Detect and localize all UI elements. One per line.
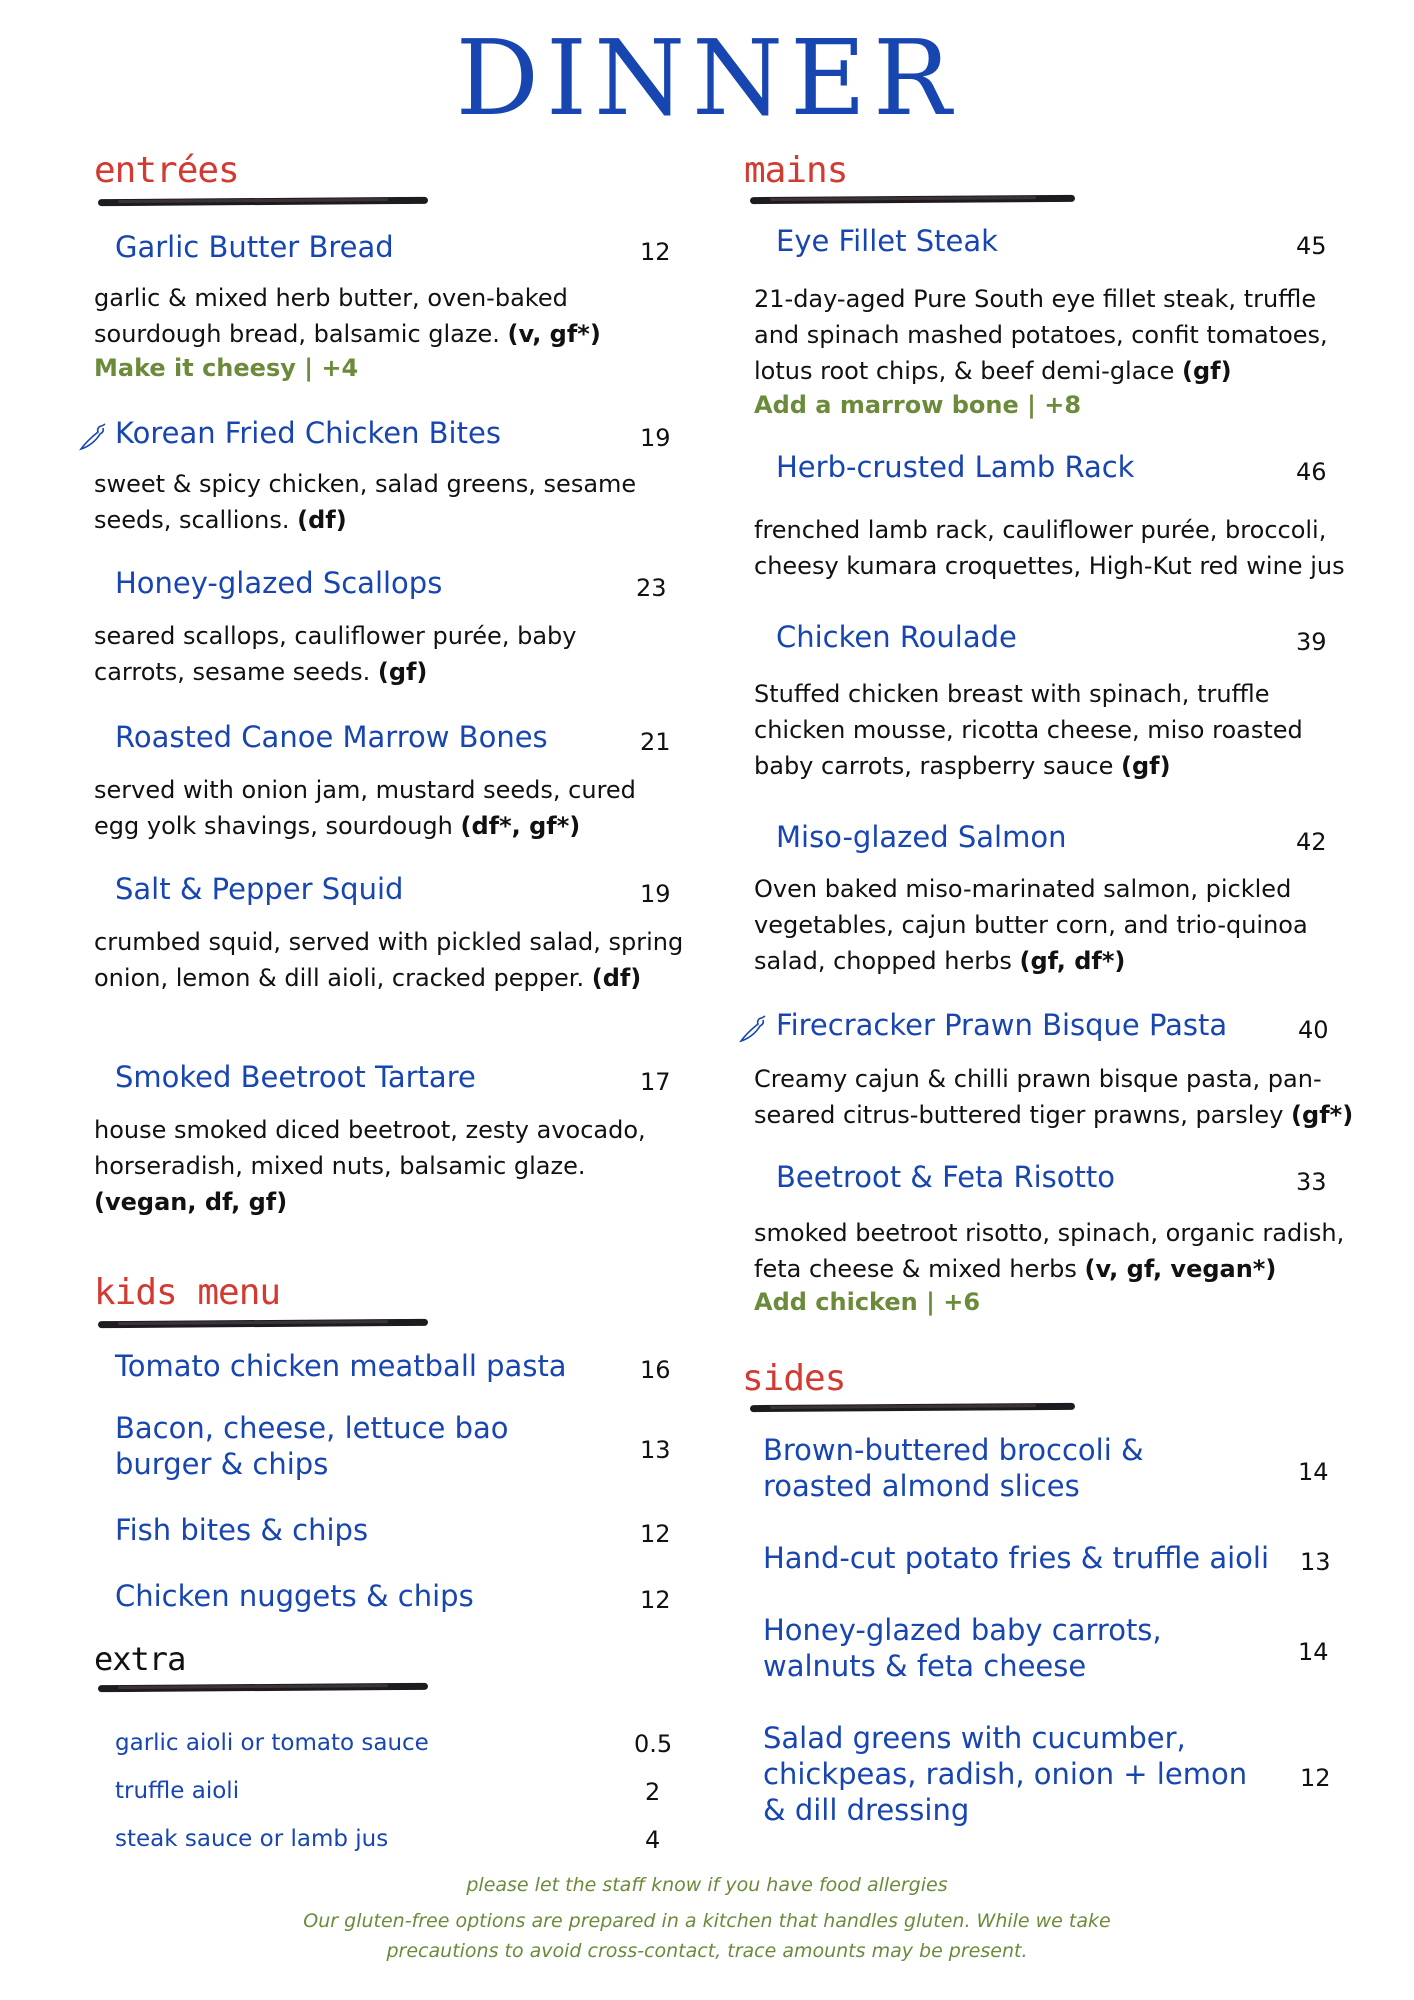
- brush-divider: [750, 195, 1075, 204]
- brush-divider: [98, 1683, 428, 1692]
- menu-title: DINNER: [455, 17, 959, 139]
- extra-heading: extra: [94, 1640, 186, 1678]
- dish-price: 39: [1296, 628, 1327, 656]
- entrees-heading: entrées: [94, 150, 239, 191]
- dish-name: Honey-glazed Scallops: [115, 566, 443, 600]
- side-item-price: 14: [1298, 1458, 1329, 1486]
- dish-description: crumbed squid, served with pickled salad, spring onion, lemon & dill aioli, cracked pepper. (df): [94, 928, 684, 992]
- kids-item-name: Fish bites & chips: [115, 1513, 369, 1547]
- dish-name: Beetroot & Feta Risotto: [776, 1160, 1115, 1194]
- dish-description: sweet & spicy chicken, salad greens, sesame seeds, scallions. (df): [94, 470, 637, 534]
- side-item-name: Brown-buttered broccoli & roasted almond slices: [763, 1433, 1144, 1503]
- dish-price: 17: [640, 1068, 671, 1096]
- dish-description: Stuffed chicken breast with spinach, truffle chicken mousse, ricotta cheese, miso roasted baby carrots, raspberry sauce (gf): [754, 680, 1303, 780]
- extra-item-price: 0.5: [634, 1730, 673, 1758]
- dish-price: 19: [640, 880, 671, 908]
- brush-divider: [750, 1403, 1075, 1412]
- dish-name: Roasted Canoe Marrow Bones: [115, 720, 548, 754]
- dish-name: Korean Fried Chicken Bites: [115, 416, 501, 450]
- gluten-note-line2: precautions to avoid cross-contact, trace amounts may be present.: [386, 1940, 1028, 1962]
- dish-price: 21: [640, 728, 671, 756]
- dish-addon: Add chicken | +6: [754, 1288, 981, 1316]
- extra-item-price: 2: [645, 1778, 661, 1806]
- dish-description: Oven baked miso-marinated salmon, pickled vegetables, cajun butter corn, and trio-quinoa salad, chopped herbs (gf, df*): [754, 875, 1308, 975]
- chili-icon: [738, 1014, 768, 1044]
- kids-item-price: 12: [640, 1586, 671, 1614]
- extra-item-name: steak sauce or lamb jus: [115, 1826, 389, 1852]
- kids-item-name: Tomato chicken meatball pasta: [115, 1349, 567, 1383]
- allergy-note: please let the staff know if you have food allergies: [466, 1874, 948, 1896]
- kids-item-price: 12: [640, 1520, 671, 1548]
- kids-heading: kids menu: [94, 1272, 281, 1313]
- gluten-note-line1: Our gluten-free options are prepared in a kitchen that handles gluten. While we take: [303, 1910, 1111, 1932]
- extra-item-name: garlic aioli or tomato sauce: [115, 1730, 429, 1756]
- dish-description: Creamy cajun & chilli prawn bisque pasta, pan-seared citrus-buttered tiger prawns, parsley (gf*): [754, 1065, 1354, 1129]
- side-item-name: Salad greens with cucumber, chickpeas, radish, onion + lemon & dill dressing: [763, 1721, 1248, 1827]
- extra-item-name: truffle aioli: [115, 1778, 240, 1804]
- dish-price: 33: [1296, 1168, 1327, 1196]
- brush-divider: [98, 197, 428, 206]
- dish-description: 21-day-aged Pure South eye fillet steak, truffle and spinach mashed potatoes, confit tomatoes, lotus root chips, & beef demi-glace (gf): [754, 285, 1328, 385]
- dish-name: Miso-glazed Salmon: [776, 820, 1067, 854]
- kids-item-price: 16: [640, 1356, 671, 1384]
- dish-name: Firecracker Prawn Bisque Pasta: [776, 1008, 1228, 1042]
- dish-price: 40: [1298, 1016, 1329, 1044]
- kids-item-name: Chicken nuggets & chips: [115, 1579, 474, 1613]
- dish-description: smoked beetroot risotto, spinach, organic radish, feta cheese & mixed herbs (v, gf, vegan*): [754, 1219, 1345, 1283]
- sides-heading: sides: [742, 1358, 846, 1399]
- dish-name: Eye Fillet Steak: [776, 224, 998, 258]
- kids-item-price: 13: [640, 1436, 671, 1464]
- dish-name: Smoked Beetroot Tartare: [115, 1060, 476, 1094]
- dish-addon: Make it cheesy | +4: [94, 354, 359, 382]
- side-item-name: Hand-cut potato fries & truffle aioli: [763, 1541, 1270, 1575]
- dish-description: served with onion jam, mustard seeds, cured egg yolk shavings, sourdough (df*, gf*): [94, 776, 636, 840]
- side-item-price: 13: [1300, 1548, 1331, 1576]
- brush-divider: [98, 1319, 428, 1328]
- dish-price: 42: [1296, 828, 1327, 856]
- dish-description: frenched lamb rack, cauliflower purée, broccoli, cheesy kumara croquettes, High-Kut red wine jus: [754, 516, 1345, 580]
- dish-price: 45: [1296, 232, 1327, 260]
- dish-addon: Add a marrow bone | +8: [754, 391, 1082, 419]
- dish-name: Herb-crusted Lamb Rack: [776, 450, 1135, 484]
- dish-description: house smoked diced beetroot, zesty avocado, horseradish, mixed nuts, balsamic glaze. (vegan, df, gf): [94, 1116, 646, 1216]
- side-item-price: 14: [1298, 1638, 1329, 1666]
- kids-item-name: Bacon, cheese, lettuce bao burger & chips: [115, 1411, 509, 1481]
- dish-name: Chicken Roulade: [776, 620, 1017, 654]
- dish-price: 12: [640, 238, 671, 266]
- dish-price: 23: [636, 574, 667, 602]
- dish-description: garlic & mixed herb butter, oven-baked sourdough bread, balsamic glaze. (v, gf*): [94, 284, 601, 348]
- dish-price: 46: [1296, 458, 1327, 486]
- side-item-price: 12: [1300, 1764, 1331, 1792]
- extra-item-price: 4: [645, 1826, 661, 1854]
- dish-price: 19: [640, 424, 671, 452]
- side-item-name: Honey-glazed baby carrots, walnuts & feta cheese: [763, 1613, 1162, 1683]
- mains-heading: mains: [744, 150, 848, 191]
- chili-icon: [78, 422, 108, 452]
- dish-description: seared scallops, cauliflower purée, baby carrots, sesame seeds. (gf): [94, 622, 577, 686]
- dish-name: Salt & Pepper Squid: [115, 872, 404, 906]
- dish-name: Garlic Butter Bread: [115, 230, 394, 264]
